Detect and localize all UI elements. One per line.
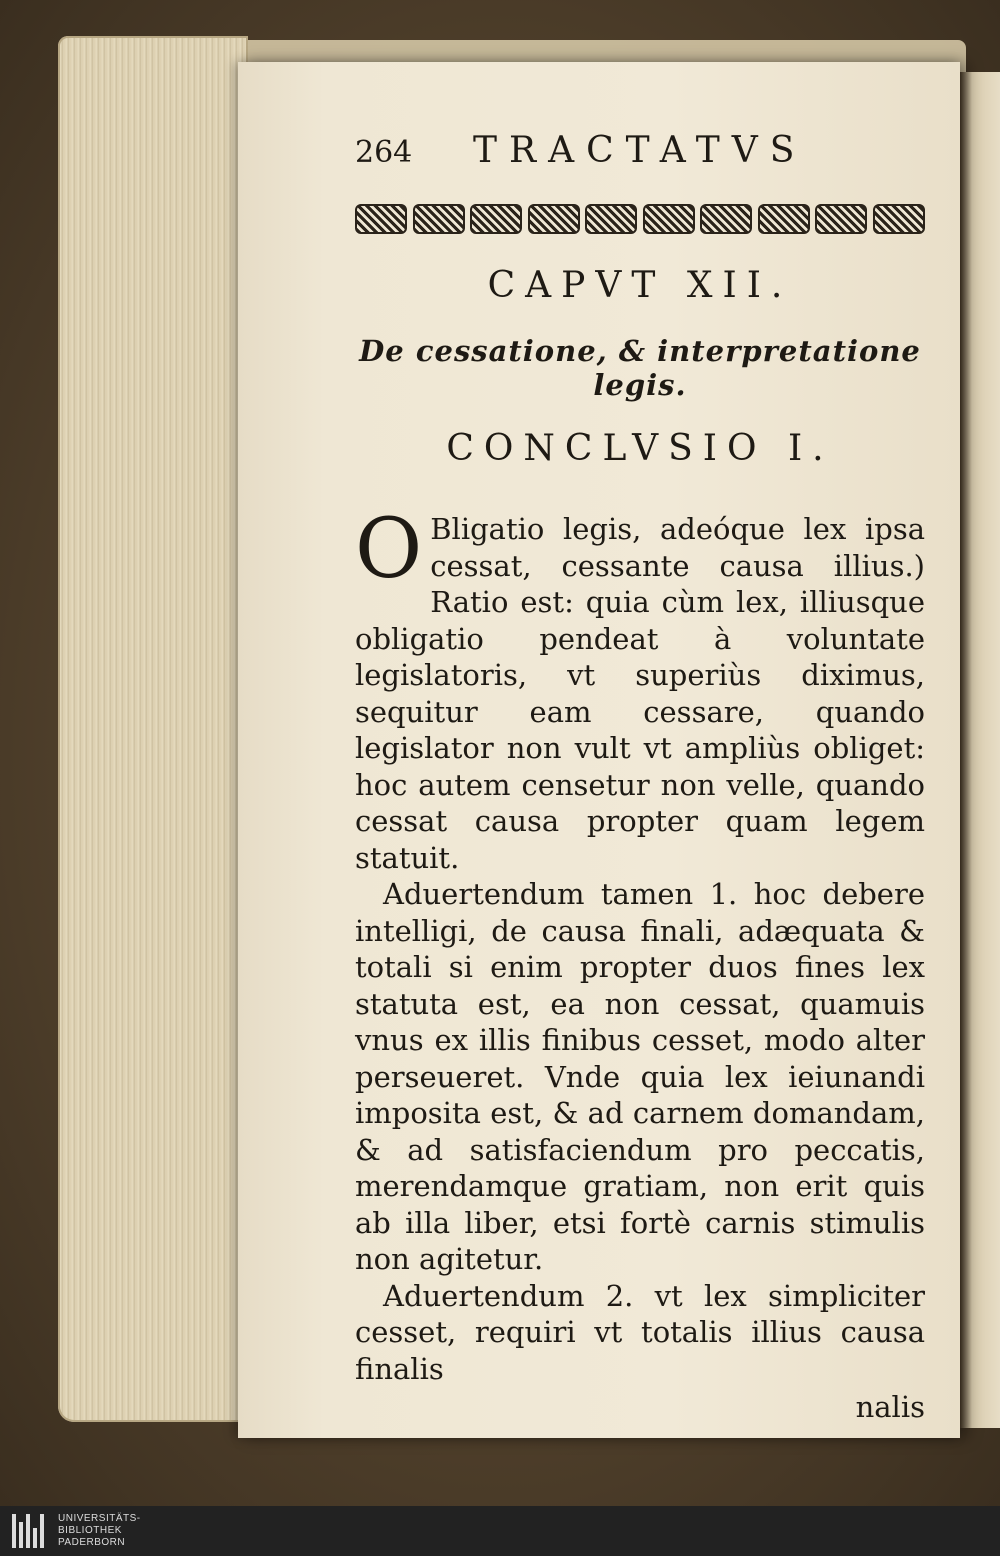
ornament-piece (700, 204, 752, 234)
ornament-piece (355, 204, 407, 234)
library-footer (0, 1506, 1000, 1556)
ornament-piece (528, 204, 580, 234)
drop-cap: O (355, 502, 423, 597)
paragraph-3: Aduertendum 2. vt lex simpliciter cesset, requiri vt totalis illius causa finalis (355, 1278, 925, 1386)
running-head (355, 130, 925, 171)
ornament-piece (643, 204, 695, 234)
paragraph-2: Aduertendum tamen 1. hoc debere intelligi, de causa finali, adæquata & totali si enim propter duos fines lex statuta est, ea non cessat, quamuis vnus ex illis finibus cesset, modo alter perseueret. Vnde quia lex ieiunandi imposita est, & ad carnem domandam, & ad satisfaciendum pro peccatis, merendamque gratiam, non erit quis ab illa liber, etsi fortè carnis stimulis non agitetur. (355, 877, 925, 1276)
chapter-heading: CAPVT XII. (487, 265, 793, 306)
ornament-piece (758, 204, 810, 234)
ornamental-rule (355, 201, 925, 237)
running-title: TRACTATVS (473, 130, 807, 171)
page-number: 264 (355, 135, 413, 170)
catchword: nalis (855, 1390, 925, 1424)
chapter-subtitle: De cessatione, & interpretatione legis. (359, 334, 921, 402)
ornament-piece (815, 204, 867, 234)
ornament-piece (470, 204, 522, 234)
library-name: UNIVERSITÄTS- BIBLIOTHEK PADERBORN (58, 1513, 141, 1548)
ornament-piece (585, 204, 637, 234)
book-page-edges (58, 36, 248, 1422)
paragraph-1 (355, 502, 925, 876)
facing-page-edge (960, 72, 1000, 1428)
ornament-piece (413, 204, 465, 234)
page-text (355, 130, 925, 1426)
library-logo-icon (12, 1514, 48, 1548)
conclusion-heading: CONCLVSIO I. (446, 428, 834, 469)
ornament-piece (873, 204, 925, 234)
body-text (355, 502, 925, 1426)
paragraph-1-text: Bligatio legis, adeóque lex ipsa cessat, cessante causa illius.) Ratio est: quia cùm lex, illiusque obligatio pendeat à voluntate legislatoris, vt superiùs diximus, sequitur eam cessare, quando legislator non vult vt ampliùs obliget: hoc autem censetur non velle, quando cessat causa propter quam legem statuit. (355, 512, 925, 875)
